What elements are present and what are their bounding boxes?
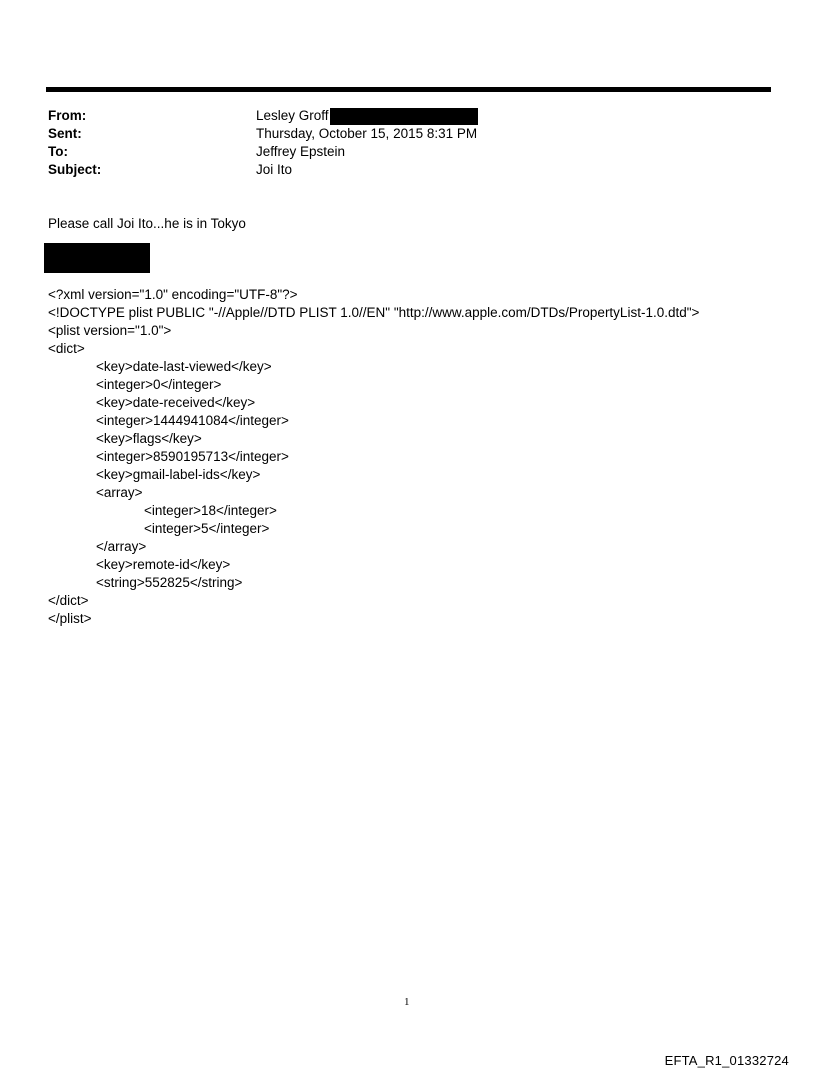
xml-line: <key>date-last-viewed</key> — [96, 359, 272, 374]
xml-line: <integer>18</integer> — [144, 503, 277, 518]
xml-line: <integer>8590195713</integer> — [96, 449, 289, 464]
redaction-block — [44, 243, 150, 273]
xml-line: </array> — [96, 539, 147, 554]
from-label: From: — [48, 108, 87, 123]
from-value: Lesley Groff — [256, 108, 329, 123]
xml-line: <key>remote-id</key> — [96, 557, 231, 572]
header-rule — [46, 87, 771, 92]
sent-label: Sent: — [48, 126, 82, 141]
plist-xml-block — [48, 286, 699, 628]
to-label: To: — [48, 144, 68, 159]
message-body: Please call Joi Ito...he is in Tokyo — [48, 216, 246, 231]
xml-line: <?xml version="1.0" encoding="UTF-8"?> — [48, 287, 298, 302]
page-number: 1 — [404, 996, 410, 1008]
xml-line: <key>flags</key> — [96, 431, 202, 446]
xml-line: </plist> — [48, 611, 92, 626]
xml-line: <array> — [96, 485, 143, 500]
to-value: Jeffrey Epstein — [256, 144, 346, 159]
xml-line: </dict> — [48, 593, 89, 608]
xml-line: <!DOCTYPE plist PUBLIC "-//Apple//DTD PLIST 1.0//EN" "http://www.apple.com/DTDs/PropertyList-1.0.dtd"> — [48, 305, 700, 320]
subject-label: Subject: — [48, 162, 102, 177]
xml-line: <key>gmail-label-ids</key> — [96, 467, 261, 482]
xml-line: <integer>0</integer> — [96, 377, 222, 392]
sent-value: Thursday, October 15, 2015 8:31 PM — [256, 126, 478, 141]
subject-value: Joi Ito — [256, 162, 293, 177]
xml-line: <integer>1444941084</integer> — [96, 413, 289, 428]
xml-line: <integer>5</integer> — [144, 521, 270, 536]
xml-line: <string>552825</string> — [96, 575, 243, 590]
xml-line: <key>date-received</key> — [96, 395, 256, 410]
xml-line: <plist version="1.0"> — [48, 323, 172, 338]
document-id: EFTA_R1_01332724 — [664, 1053, 789, 1068]
xml-line: <dict> — [48, 341, 85, 356]
redaction-bar — [330, 108, 478, 125]
